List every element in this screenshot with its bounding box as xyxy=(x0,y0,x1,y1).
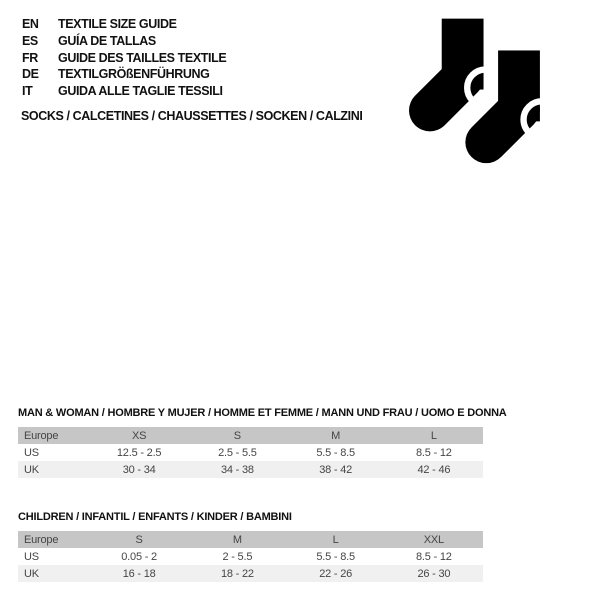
size-cell: 34 - 38 xyxy=(220,463,254,476)
table-row xyxy=(18,548,483,565)
table-section-adults xyxy=(18,406,507,478)
sock-back xyxy=(430,19,504,111)
sock-front xyxy=(486,46,559,142)
language-title: TEXTILE SIZE GUIDE xyxy=(58,17,177,32)
size-cell: 2.5 - 5.5 xyxy=(218,446,257,459)
language-title: GUIDA ALLE TAGLIE TESSILI xyxy=(58,84,223,99)
size-cell: 18 - 22 xyxy=(220,567,254,580)
row-label: US xyxy=(24,550,39,563)
language-row xyxy=(22,83,226,100)
size-cell: 2 - 5.5 xyxy=(222,550,253,563)
column-header: XXL xyxy=(423,533,444,546)
language-list xyxy=(22,16,226,99)
product-category-label: SOCKS / CALCETINES / CHAUSSETTES / SOCKEN / CALZINI xyxy=(21,109,363,123)
column-header: S xyxy=(233,429,241,442)
size-cell: 12.5 - 2.5 xyxy=(116,446,162,459)
language-title: TEXTILGRÖßENFÜHRUNG xyxy=(58,67,210,82)
size-cell: 16 - 18 xyxy=(122,567,156,580)
language-code: IT xyxy=(22,84,33,99)
row-label: UK xyxy=(24,567,39,580)
size-table-adults xyxy=(18,427,483,478)
column-header: L xyxy=(332,533,339,546)
language-row xyxy=(22,66,226,83)
language-row xyxy=(22,16,226,33)
row-label: US xyxy=(24,446,39,459)
table-row xyxy=(18,565,483,582)
size-table-children xyxy=(18,531,483,582)
row-label: UK xyxy=(24,463,39,476)
column-header: L xyxy=(430,429,437,442)
socks-icon xyxy=(409,14,559,166)
column-header: M xyxy=(232,533,242,546)
size-cell: 8.5 - 12 xyxy=(416,446,452,459)
table-title-children: CHILDREN / INFANTIL / ENFANTS / KINDER / BAMBINI xyxy=(18,511,292,523)
size-cell: 8.5 - 12 xyxy=(416,550,452,563)
size-cell: 30 - 34 xyxy=(122,463,156,476)
column-header: Europe xyxy=(24,533,59,546)
column-header: M xyxy=(331,429,341,442)
size-cell: 0.05 - 2 xyxy=(121,550,157,563)
language-code: ES xyxy=(22,34,38,49)
size-cell: 26 - 30 xyxy=(417,567,451,580)
size-cell: 5.5 - 8.5 xyxy=(316,446,355,459)
language-title: GUÍA DE TALLAS xyxy=(58,34,156,49)
language-row xyxy=(22,49,226,66)
size-cell: 42 - 46 xyxy=(417,463,451,476)
socks-icon-svg xyxy=(409,14,559,166)
column-header: S xyxy=(135,533,143,546)
table-row xyxy=(18,444,483,461)
size-cell: 22 - 26 xyxy=(319,567,353,580)
size-cell: 5.5 - 8.5 xyxy=(316,550,355,563)
column-header: Europe xyxy=(24,429,59,442)
language-code: EN xyxy=(22,17,39,32)
header-row xyxy=(18,427,483,444)
table-row xyxy=(18,461,483,478)
table-section-children xyxy=(18,510,483,582)
table-title-adults: MAN & WOMAN / HOMBRE Y MUJER / HOMME ET FEMME / MANN UND FRAU / UOMO E DONNA xyxy=(18,407,507,419)
language-code: FR xyxy=(22,50,38,65)
language-code: DE xyxy=(22,67,39,82)
language-row xyxy=(22,33,226,50)
language-title: GUIDE DES TAILLES TEXTILE xyxy=(58,50,227,65)
header-row xyxy=(18,531,483,548)
column-header: XS xyxy=(131,429,147,442)
size-cell: 38 - 42 xyxy=(319,463,353,476)
